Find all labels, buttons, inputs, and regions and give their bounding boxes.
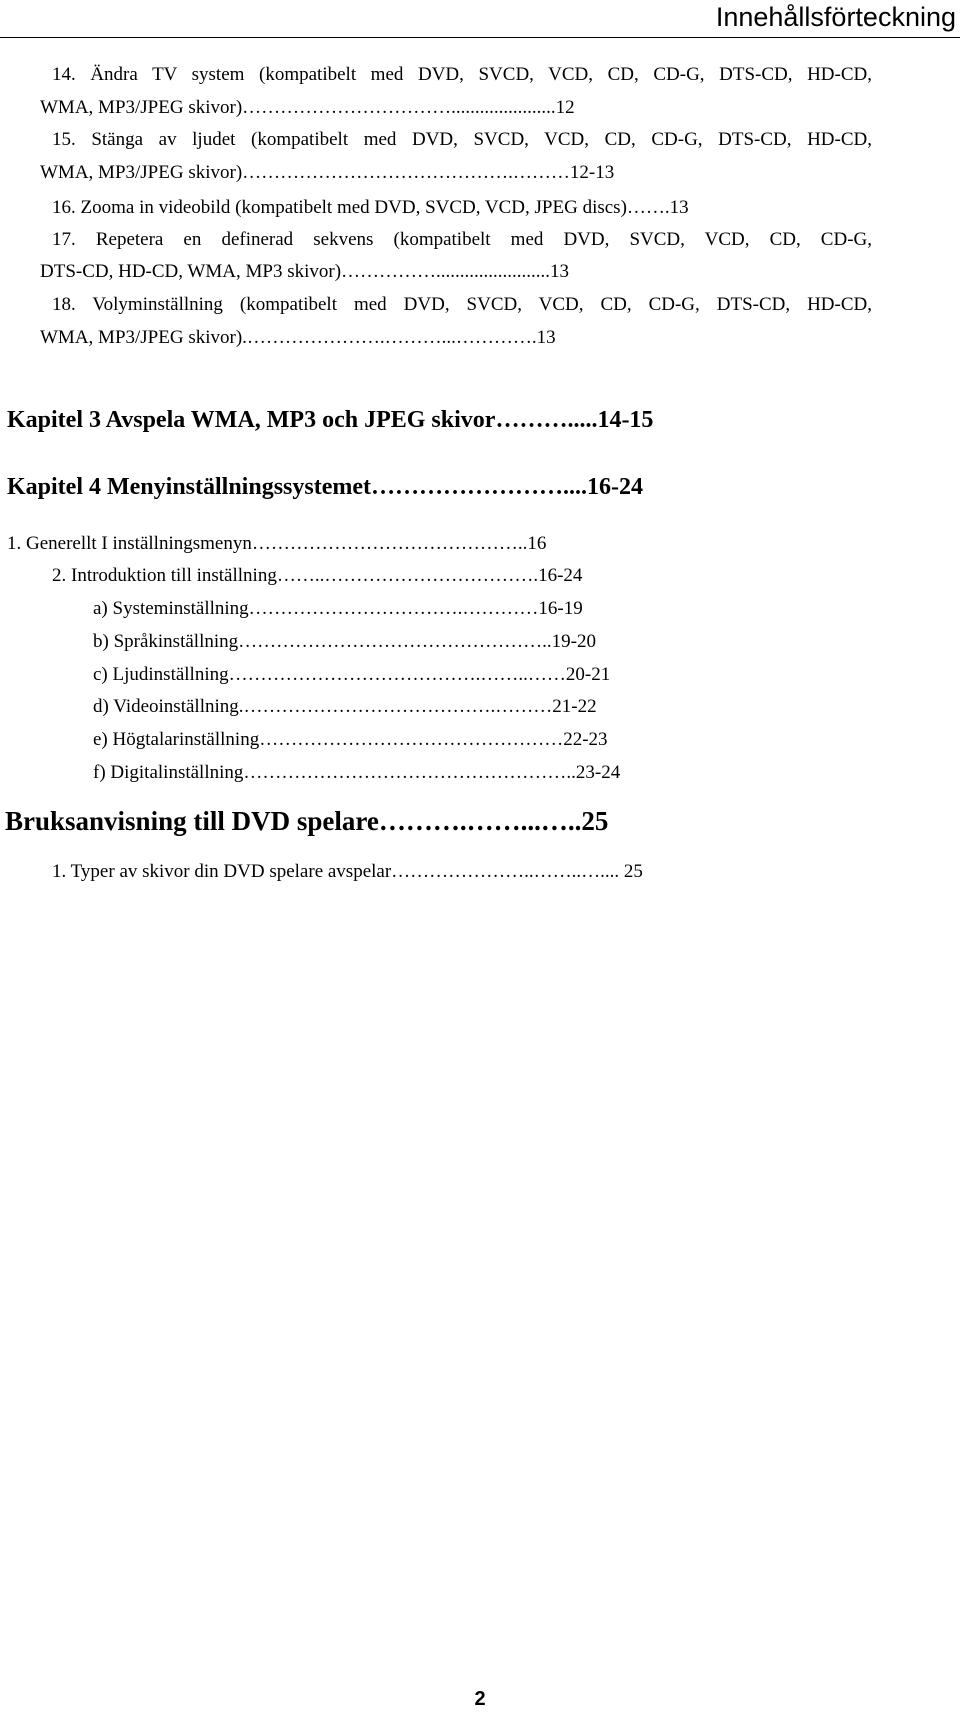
toc-item-15-line-1: 15. Stänga av ljudet (kompatibelt med DVD, SVCD, VCD, CD, CD-G, DTS-CD, HD-CD,: [52, 129, 872, 150]
menu-subitem-e: e) Högtalarinställning…………………………………………22-23: [93, 729, 608, 750]
toc-item-18-line-2: WMA, MP3/JPEG skivor).………………….………...………….13: [40, 327, 556, 348]
menu-subitem-c: c) Ljudinställning………………………………….……..……20-21: [93, 664, 611, 685]
toc-item-18-line-1: 18. Volyminställning (kompatibelt med DVD, SVCD, VCD, CD, CD-G, DTS-CD, HD-CD,: [52, 294, 872, 315]
chapter-3-heading: Kapitel 3 Avspela WMA, MP3 och JPEG skivor……….....14-15: [7, 407, 654, 433]
menu-item-2: 2. Introduktion till inställning……..…………………………….16-24: [52, 565, 583, 586]
menu-item-1: 1. Generellt I inställningsmenyn……………………………………..16: [7, 533, 547, 554]
toc-item-16: 16. Zooma in videobild (kompatibelt med DVD, SVCD, VCD, JPEG discs)…….13: [52, 197, 689, 218]
toc-item-17-line-2: DTS-CD, HD-CD, WMA, MP3 skivor)……………........................13: [40, 261, 570, 282]
chapter-4-heading: Kapitel 4 Menyinställningssystemet……………………....16-24: [7, 474, 643, 500]
toc-item-14-line-1: 14. Ändra TV system (kompatibelt med DVD, SVCD, VCD, CD, CD-G, DTS-CD, HD-CD,: [52, 64, 872, 85]
menu-subitem-b: b) Språkinställning…………………………………………..19-20: [93, 631, 596, 652]
menu-subitem-f: f) Digitalinställning……………………………………………..23-24: [93, 762, 621, 783]
header-divider: [0, 37, 960, 38]
manual-item-1: 1. Typer av skivor din DVD spelare avspelar…………………..……..….... 25: [52, 861, 643, 882]
page-header-title: Innehållsförteckning: [715, 2, 956, 32]
toc-item-15-line-2: WMA, MP3/JPEG skivor)…………………………………….………12-13: [40, 162, 615, 183]
page-number: 2: [474, 1688, 486, 1710]
toc-item-14-line-2: WMA, MP3/JPEG skivor)……………………………......................12: [40, 97, 575, 118]
toc-item-17-line-1: 17. Repetera en definerad sekvens (kompatibelt med DVD, SVCD, VCD, CD, CD-G,: [52, 229, 872, 250]
menu-subitem-d: d) Videoinställning.………………………………….………21-22: [93, 696, 597, 717]
manual-heading: Bruksanvisning till DVD spelare……….……...…..25: [5, 806, 609, 836]
menu-subitem-a: a) Systeminställning…………………………….…………16-19: [93, 598, 583, 619]
